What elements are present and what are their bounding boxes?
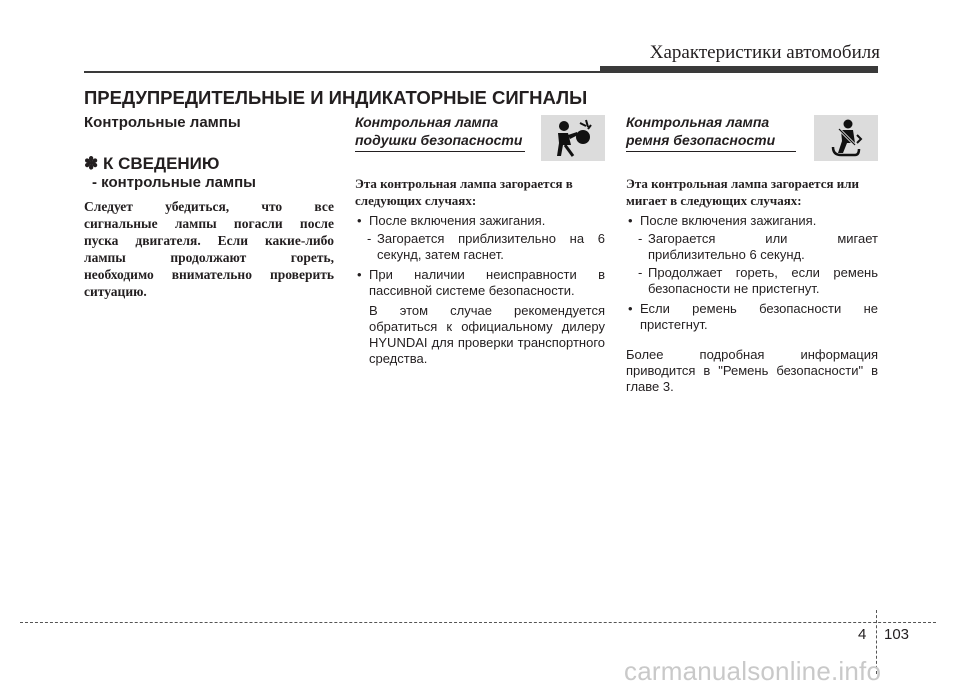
- column-airbag-lamp: [355, 113, 605, 367]
- note-line: пуска двигателя. Если какие-либо: [84, 233, 334, 248]
- airbag-lamp-header: [355, 113, 605, 175]
- seatbelt-warning-icon: [814, 115, 878, 161]
- seatbelt-intro-line: мигает в следующих случаях:: [626, 193, 802, 208]
- column-general: [84, 113, 334, 300]
- column-seatbelt-lamp: [626, 113, 878, 395]
- watermark: carmanualsonline.info: [624, 656, 882, 686]
- airbag-bullet: • При наличии неисправности в пассивной системе безопасности.: [355, 267, 605, 299]
- seatbelt-title-rule: [626, 151, 796, 152]
- airbag-title-rule: [355, 151, 525, 152]
- seatbelt-lamp-title: [626, 113, 796, 149]
- seatbelt-dash-text: Загорается или мигает приблизительно 6 секунд.: [648, 231, 878, 262]
- airbag-dash-item: - Загорается приблизительно на 6 секунд, затем гаснет.: [367, 231, 605, 262]
- airbag-title-line: Контрольная лампа: [355, 114, 499, 130]
- seatbelt-intro-line: Эта контрольная лампа загорается или: [626, 176, 860, 191]
- note-line: Следует убедиться, что все: [84, 199, 334, 214]
- seatbelt-dash-item: - Загорается или мигает приблизительно 6 секунд.: [638, 231, 878, 262]
- seatbelt-lamp-header: [626, 113, 878, 175]
- note-subtitle: - контрольные лампы: [92, 174, 256, 191]
- seatbelt-title-line: ремня безопасности: [626, 132, 776, 148]
- section-title: ПРЕДУПРЕДИТЕЛЬНЫЕ И ИНДИКАТОРНЫЕ СИГНАЛЫ: [84, 87, 588, 108]
- airbag-intro-line: Эта контрольная лампа загорается в: [355, 176, 573, 191]
- airbag-paragraph: В этом случае рекомендуется обратиться к официальному дилеру HYUNDAI для проверки транспортного средства.: [369, 303, 605, 366]
- note-line: лампы продолжают гореть,: [84, 250, 334, 265]
- seatbelt-intro: [626, 175, 878, 209]
- page-number: 103: [884, 626, 910, 643]
- seatbelt-title-line: Контрольная лампа: [626, 114, 770, 130]
- warning-lamps-heading: Контрольные лампы: [84, 114, 241, 131]
- running-header: Характеристики автомобиля: [649, 42, 880, 63]
- seatbelt-bullet: • Если ремень безопасности не пристегнут.: [626, 301, 878, 333]
- header-rule-thick: [600, 66, 878, 72]
- seatbelt-dash-item: - Продолжает гореть, если ремень безопасности не пристегнут.: [638, 265, 878, 296]
- footer-dashed-rule: [20, 622, 936, 623]
- airbag-title-line: подушки безопасности: [355, 132, 523, 148]
- seatbelt-paragraph: Более подробная информация приводится в "Ремень безопасности" в главе 3.: [626, 347, 878, 394]
- airbag-warning-icon: [541, 115, 605, 161]
- note-line: ситуацию.: [84, 284, 147, 299]
- note-line: необходимо внимательно проверить: [84, 267, 334, 282]
- note-title: ✽ К СВЕДЕНИЮ: [84, 154, 220, 173]
- airbag-dash-text: Загорается приблизительно на 6 секунд, затем гаснет.: [377, 231, 605, 262]
- airbag-intro: [355, 175, 605, 209]
- airbag-intro-line: следующих случаях:: [355, 193, 477, 208]
- seatbelt-dash-text: Продолжает гореть, если ремень безопасности не пристегнут.: [648, 265, 878, 296]
- airbag-bullet: • После включения зажигания.: [355, 213, 605, 229]
- seatbelt-bullet: • После включения зажигания.: [626, 213, 878, 229]
- note-text: [84, 198, 334, 300]
- note-line: сигнальные лампы погасли после: [84, 216, 334, 231]
- chapter-number: 4: [858, 626, 867, 643]
- airbag-lamp-title: [355, 113, 525, 149]
